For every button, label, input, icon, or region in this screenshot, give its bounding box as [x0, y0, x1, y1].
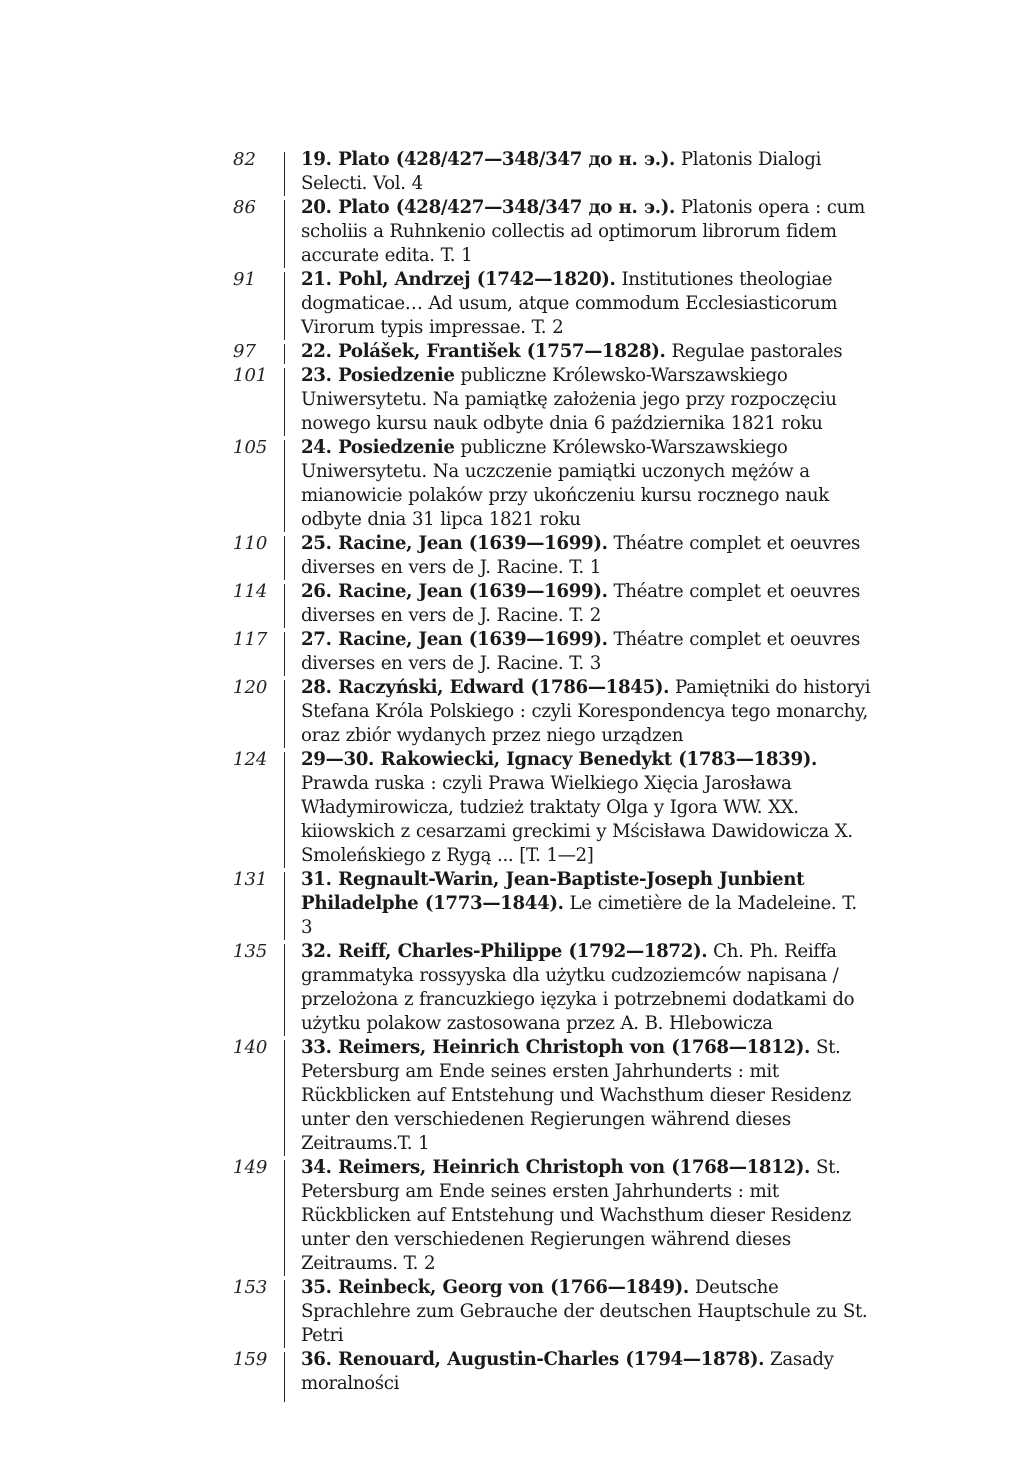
entry-title: Pamiętniki do historyi Stefana Króla Polskiego : czyli Korespondencya tego monarchy, oraz zbiór wydanych przez niego urządzen — [301, 677, 871, 746]
entry-heading: 22. Polášek, František (1757—1828). — [301, 341, 666, 362]
toc-entry — [233, 1036, 873, 1156]
vertical-rule — [283, 268, 301, 340]
entry-heading: 29—30. Rakowiecki, Ignacy Benedykt (1783—1839). — [301, 749, 817, 770]
page-number: 135 — [233, 941, 268, 962]
entry-heading: 21. Pohl, Andrzej (1742—1820). — [301, 269, 616, 290]
vertical-rule — [283, 1276, 301, 1348]
entry-text — [301, 364, 873, 436]
vertical-rule — [283, 196, 301, 268]
entry-title: Le cimetière de la Madeleine. T. 3 — [301, 893, 857, 938]
entry-text — [301, 1348, 873, 1396]
entry-heading: 20. Plato (428/427—348/347 до н. э.). — [301, 197, 675, 218]
entry-heading: 28. Raczyński, Edward (1786—1845). — [301, 677, 670, 698]
toc-entry — [233, 532, 873, 580]
page-number: 153 — [233, 1277, 268, 1298]
entry-heading: 24. Posiedzenie — [301, 437, 455, 458]
table-of-contents — [233, 148, 873, 1396]
entry-title: Institutiones theologiae dogmaticae… Ad usum, atque commodum Ecclesiasticorum Virorum typis impressae. T. 2 — [301, 269, 838, 338]
entry-heading: 31. Regnault-Warin, Jean-Baptiste-Joseph Junbient Philadelphe (1773—1844). — [301, 869, 805, 914]
entry-heading: 32. Reiff, Charles-Philippe (1792—1872). — [301, 941, 708, 962]
page-number: 97 — [233, 341, 256, 362]
toc-entry — [233, 364, 873, 436]
entry-title: Ch. Ph. Reiffa grammatyka rossyyska dla użytku cudzoziemców napisana / przelożona z francuzkiego ięzyka i potrzebnemi dodatkami do użytku polakow zastosowana przez A. B. Hlebowicza — [301, 941, 855, 1034]
vertical-rule — [283, 748, 301, 868]
entry-text — [301, 676, 873, 748]
entry-text — [301, 436, 873, 532]
vertical-rule — [283, 580, 301, 628]
entry-text — [301, 628, 873, 676]
vertical-rule — [283, 1036, 301, 1156]
vertical-rule — [283, 628, 301, 676]
entry-text — [301, 1036, 873, 1156]
entry-title: publiczne Królewsko-Warszawskiego Uniwersytetu. Na pamiątkę założenia jego przy rozpoczęciu nowego kursu nauk odbyte dnia 6 października 1821 roku — [301, 365, 837, 434]
vertical-rule — [283, 364, 301, 436]
entry-text — [301, 868, 873, 940]
vertical-rule — [283, 436, 301, 532]
entry-title: Platonis opera : cum scholiis a Ruhnkenio collectis ad optimorum librorum fidem accurate edita. T. 1 — [301, 197, 865, 266]
entry-text — [301, 148, 873, 196]
entry-text — [301, 580, 873, 628]
page-number: 117 — [233, 629, 268, 650]
vertical-rule — [283, 676, 301, 748]
toc-entry — [233, 1156, 873, 1276]
entry-text — [301, 532, 873, 580]
toc-entry — [233, 340, 873, 364]
toc-entry — [233, 268, 873, 340]
toc-entry — [233, 580, 873, 628]
page-number: 101 — [233, 365, 268, 386]
toc-entry — [233, 1276, 873, 1348]
entry-title: Regulae pastorales — [665, 341, 843, 362]
entry-text — [301, 196, 873, 268]
toc-entry — [233, 436, 873, 532]
entry-title: St. Petersburg am Ende seines ersten Jahrhunderts : mit Rückblicken auf Entstehung und Wachsthum dieser Residenz unter den verschiedenen Regierungen während dieses Zeitraums. T. 2 — [301, 1157, 852, 1274]
entry-text — [301, 268, 873, 340]
toc-entry — [233, 1348, 873, 1396]
page-number: 86 — [233, 197, 256, 218]
vertical-rule — [283, 940, 301, 1036]
toc-entry — [233, 148, 873, 196]
entry-heading: 23. Posiedzenie — [301, 365, 455, 386]
entry-title: Théatre complet et oeuvres diverses en vers de J. Racine. T. 3 — [301, 629, 860, 674]
entry-text — [301, 340, 873, 364]
vertical-rule — [283, 1348, 301, 1396]
entry-heading: 19. Plato (428/427—348/347 до н. э.). — [301, 149, 675, 170]
entry-heading: 35. Reinbeck, Georg von (1766—1849). — [301, 1277, 689, 1298]
toc-entry — [233, 868, 873, 940]
entry-heading: 25. Racine, Jean (1639—1699). — [301, 533, 608, 554]
entry-title: Prawda ruska : czyli Prawa Wielkiego Xięcia Jarosława Władymirowicza, tudzież traktaty Olga y Igora WW. XX. kiiowskich z cesarzami greckimi y Mścisława Dawidowicza X. Smoleńskiego z Rygą ... [T. 1—2] — [301, 773, 853, 866]
entry-text — [301, 940, 873, 1036]
vertical-rule — [283, 1156, 301, 1276]
entry-heading: 33. Reimers, Heinrich Christoph von (1768—1812). — [301, 1037, 811, 1058]
entry-heading: 27. Racine, Jean (1639—1699). — [301, 629, 608, 650]
page-number: 110 — [233, 533, 268, 554]
page-number: 159 — [233, 1349, 268, 1370]
entry-text — [301, 1156, 873, 1276]
vertical-rule — [283, 340, 301, 364]
page-number: 124 — [233, 749, 268, 770]
toc-entry — [233, 676, 873, 748]
entry-title: Deutsche Sprachlehre zum Gebrauche der deutschen Hauptschule zu St. Petri — [301, 1277, 868, 1346]
page-number: 82 — [233, 149, 256, 170]
entry-title: St. Petersburg am Ende seines ersten Jahrhunderts : mit Rückblicken auf Entstehung und Wachsthum dieser Residenz unter den verschiedenen Regierungen während dieses Zeitraums.T. 1 — [301, 1037, 852, 1154]
vertical-rule — [283, 868, 301, 940]
toc-entry — [233, 940, 873, 1036]
entry-title: Platonis Dialogi Selecti. Vol. 4 — [301, 149, 822, 194]
entry-title: Théatre complet et oeuvres diverses en vers de J. Racine. T. 2 — [301, 581, 860, 626]
entry-title: Zasady moralności — [301, 1349, 834, 1394]
page-number: 105 — [233, 437, 268, 458]
entry-heading: 26. Racine, Jean (1639—1699). — [301, 581, 608, 602]
page-number: 120 — [233, 677, 268, 698]
vertical-rule — [283, 148, 301, 196]
page-number: 140 — [233, 1037, 268, 1058]
toc-entry — [233, 748, 873, 868]
entry-title: Théatre complet et oeuvres diverses en vers de J. Racine. T. 1 — [301, 533, 860, 578]
entry-text — [301, 748, 873, 868]
page-number: 91 — [233, 269, 256, 290]
toc-entry — [233, 196, 873, 268]
entry-text — [301, 1276, 873, 1348]
entry-heading: 36. Renouard, Augustin-Charles (1794—1878). — [301, 1349, 765, 1370]
vertical-rule — [283, 532, 301, 580]
page-number: 149 — [233, 1157, 268, 1178]
entry-heading: 34. Reimers, Heinrich Christoph von (1768—1812). — [301, 1157, 811, 1178]
toc-entry — [233, 628, 873, 676]
page-number: 131 — [233, 869, 268, 890]
entry-title: publiczne Królewsko-Warszawskiego Uniwersytetu. Na uczczenie pamiątki uczonych mężów a mianowicie polaków przy ukończeniu kursu rocznego nauk odbyte dnia 31 lipca 1821 roku — [301, 437, 829, 530]
page-number: 114 — [233, 581, 268, 602]
